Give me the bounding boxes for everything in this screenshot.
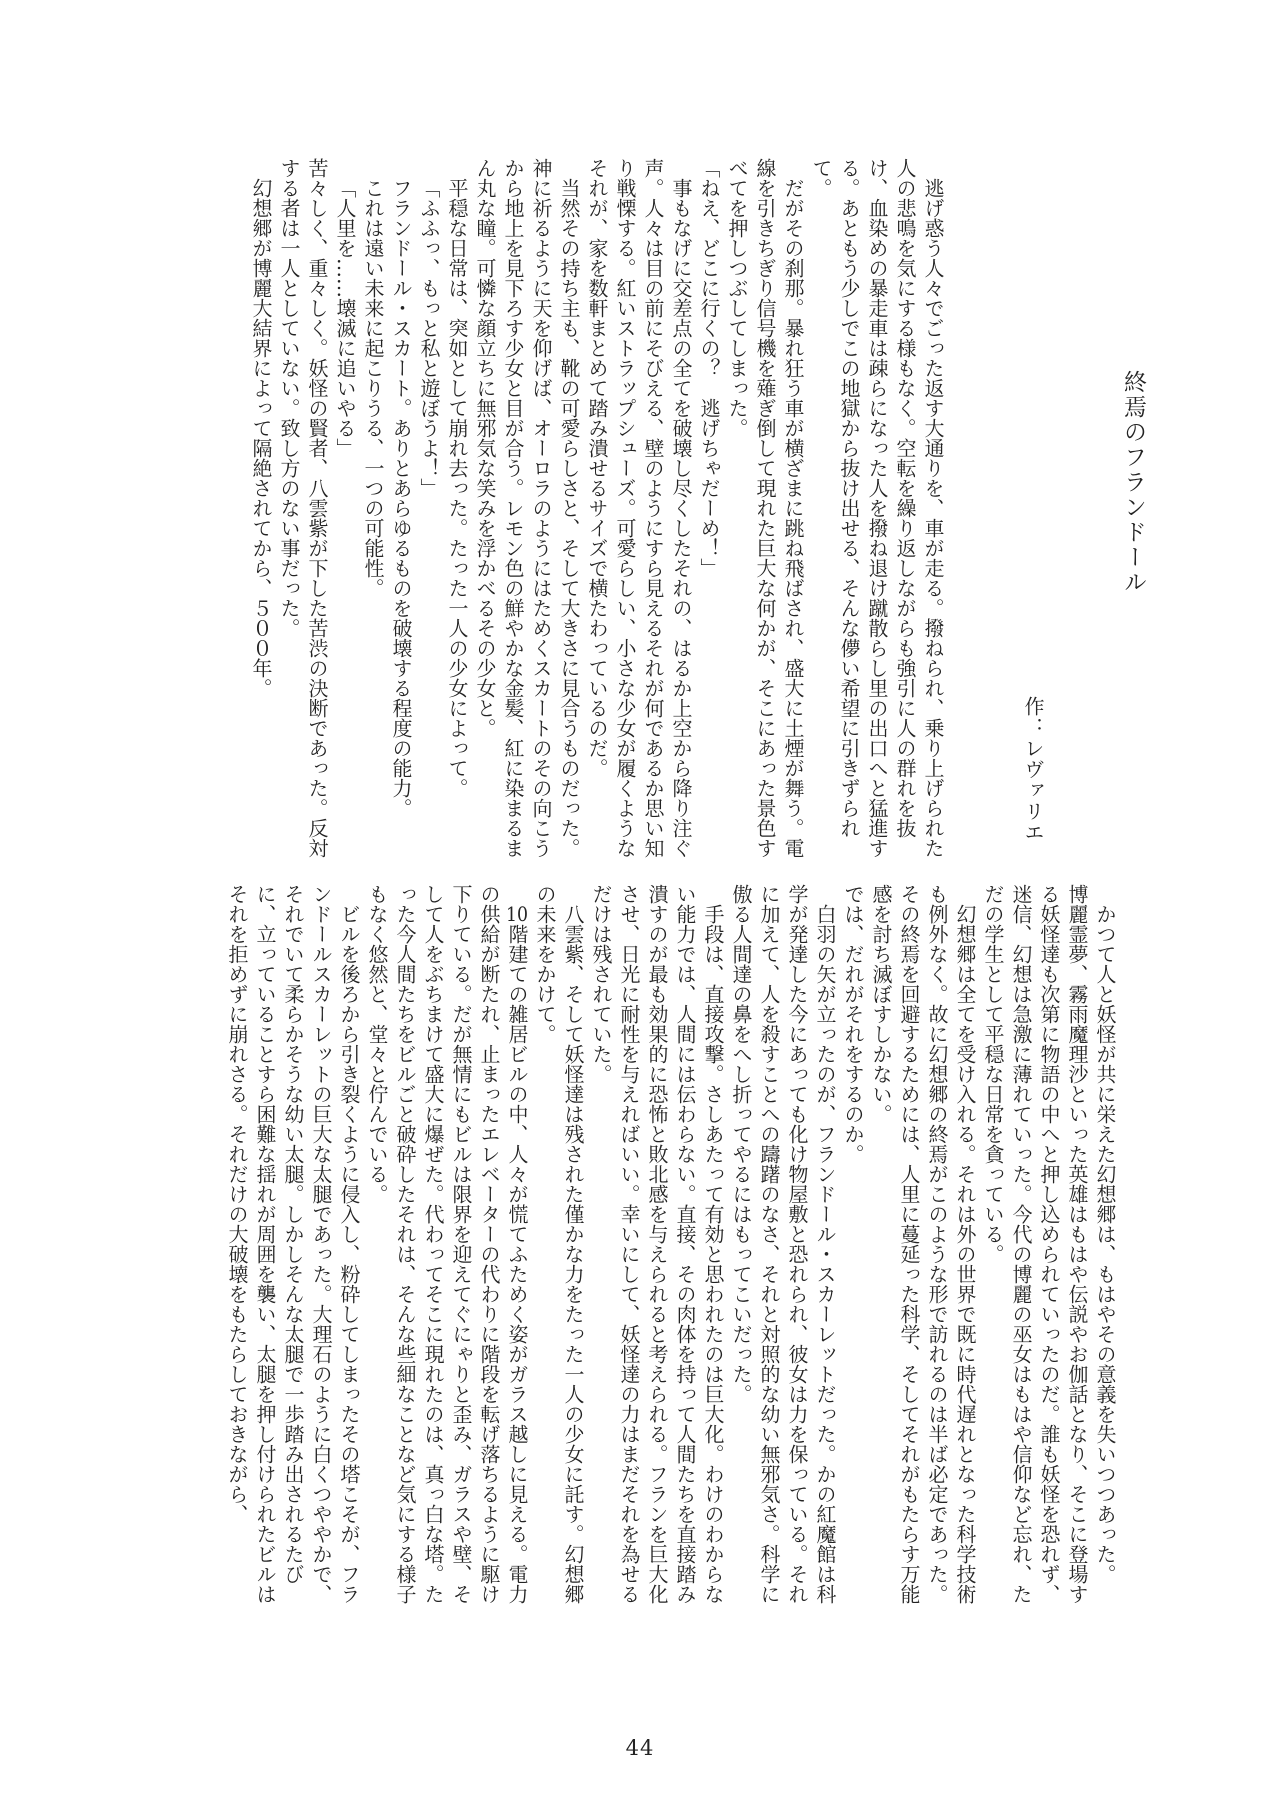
paragraph: フランドール・スカート。ありとあらゆるものを破壊する程度の能力。	[389, 178, 413, 818]
paragraph: では、だれがそれをするのか。	[841, 884, 865, 1164]
paragraph: 逃げ惑う人々でごった返す大通りを、車が走る。撥ねられ、乗り上げられた人の悲鳴を気にする様もなく。空転を繰り返しながらも強引に人の群れを抜け、血染めの暴走車は疎らになった人を撥ね退け蹴散らし里の出口へと猛進する。あともう少しでこの地獄から抜け出せる、そんな儚い希望に引きずられて。	[809, 158, 945, 858]
paragraph: 博麗霊夢、霧雨魔理沙といった英雄はもはや伝説やお伽話となり、そこに登場する妖怪達も次第に物語の中へと押し込められていったのだ。誰も妖怪を恐れず、迷信、幻想は急激に薄れていった。今代の博麗の巫女はもはや信仰など忘れ、ただの学生として平穏な日常を貪っている。	[981, 884, 1089, 1604]
paragraph: だがその刹那。暴れ狂う車が横ざまに跳ね飛ばされ、盛大に土煙が舞う。電線を引きちぎり信号機を薙ぎ倒して現れた巨大な何かが、そこにあった景色すべてを押しつぶしてしまった。	[725, 158, 805, 858]
paragraph: ビルを後ろから引き裂くように侵入し、粉砕してしまったその塔こそが、フランドールスカーレットの巨大な太腿であった。大理石のように白くつややかで、それでいて柔らかそうな幼い太腿。しかしそんな太腿で一歩踏み出されるたびに、立っていることすら困難な揺れが周囲を襲い、太腿を押し付けられたビルはそれを拒めずに崩れさる。それだけの大破壊をもたらしておきながら、	[225, 884, 361, 1604]
story-part-2	[57, 884, 1119, 1606]
tatechuyoko-number: 10	[506, 904, 528, 924]
paragraph: 幻想郷は全てを受け入れる。それは外の世界で既に時代遅れとなった科学技術も例外なく。故に幻想郷の終焉がこのような形で訪れるのは半ば必定であった。その終焉を回避するためには、人里に蔓延った科学、そしてそれがもたらす万能感を討ち滅ぼすしかない。	[869, 884, 977, 1604]
story-author: 作：レヴァリエ	[1021, 696, 1045, 843]
page-number: 44	[625, 1736, 655, 1760]
paragraph: 神に祈るように天を仰げば、オーロラのようにはためくスカートのその向こうから地上を見下ろす少女と目が合う。レモン色の鮮やかな金髪、紅に染まるまん丸な瞳。可憐な顔立ちに無邪気な笑みを浮かべるその少女と。	[473, 158, 553, 858]
story-title: 終焉のフランドール	[1120, 370, 1146, 595]
paragraph-dialogue: 「ねえ、どこに行くの？ 逃げちゃだーめ！」	[697, 158, 721, 578]
paragraph: 平穏な日常は、突如として崩れ去った。たった一人の少女によって。	[445, 178, 469, 798]
story-part-1	[99, 158, 947, 858]
paragraph: 白羽の矢が立ったのが、フランドール・スカーレットだった。かの紅魔館は科学が発達した今にあっても化け物屋敷と恐れられ、彼女は力を保っている。それに加えて、人を殺すことへの躊躇のなさ、それと対照的な幼い無邪気さ。科学に傲る人間達の鼻をへし折ってやるにはもってこいだった。	[729, 884, 837, 1604]
paragraph: かつて人と妖怪が共に栄えた幻想郷は、もはやその意義を失いつつあった。	[1093, 904, 1117, 1584]
paragraph: 幻想郷が博麗大結界によって隔絶されてから、５００年。	[249, 178, 273, 698]
paragraph-text: 階建ての雑居ビルの中、人々が慌てふためく姿がガラス越しに見える。電力の供給が断たれ、止まったエレベーターの代わりに階段を転げ落ちるように駆け下りている。だが無情にもビルは限界を迎えてぐにゃりと歪み、ガラスや壁、そして人をぶちまけて盛大に爆ぜた。代わってそこに現れたのは、真っ白な塔。たった今人間たちをビルごと破砕したそれは、そんな些細なことなど気にする様子もなく悠然と、堂々と佇んでいる。	[365, 884, 529, 1604]
paragraph: 当然その持ち主も、靴の可愛らしさと、そして大きさに見合うものだった。	[557, 178, 581, 858]
paragraph-dialogue: 「ふふっ、もっと私と遊ぼうよ！」	[417, 178, 441, 498]
paragraph: これは遠い未来に起こりうる、一つの可能性。	[361, 178, 385, 598]
paragraph-dialogue: 「人里を……壊滅に追いやる」	[333, 178, 357, 458]
paragraph: 事もなげに交差点の全てを破壊し尽くしたそれの、はるか上空から降り注ぐ声。人々は目の前にそびえる、壁のようにすら見えるそれが何であるか思い知り戦慄する。紅いストラップシューズ。可愛らしい、小さな少女が履くようなそれが、家を数軒まとめて踏み潰せるサイズで横たわっているのだ。	[585, 158, 693, 858]
paragraph: 苦々しく、重々しく。妖怪の賢者、八雲紫が下した苦渋の決断であった。反対する者は一人としていない。致し方のない事だった。	[277, 158, 329, 858]
paragraph: 八雲紫、そして妖怪達は残された僅かな力をたった一人の少女に託す。幻想郷の未来をかけて。	[533, 884, 585, 1604]
paragraph	[363, 884, 531, 1606]
paragraph: 手段は、直接攻撃。さしあたって有効と思われたのは巨大化。わけのわからない能力では、人間には伝わらない。直接、その肉体を持って人間たちを直接踏み潰すのが最も効果的に恐怖と敗北感を与えられると考えられる。フランを巨大化させ、日光に耐性を与えればいい。幸いにして、妖怪達の力はまだそれを為せるだけは残されていた。	[589, 884, 725, 1604]
